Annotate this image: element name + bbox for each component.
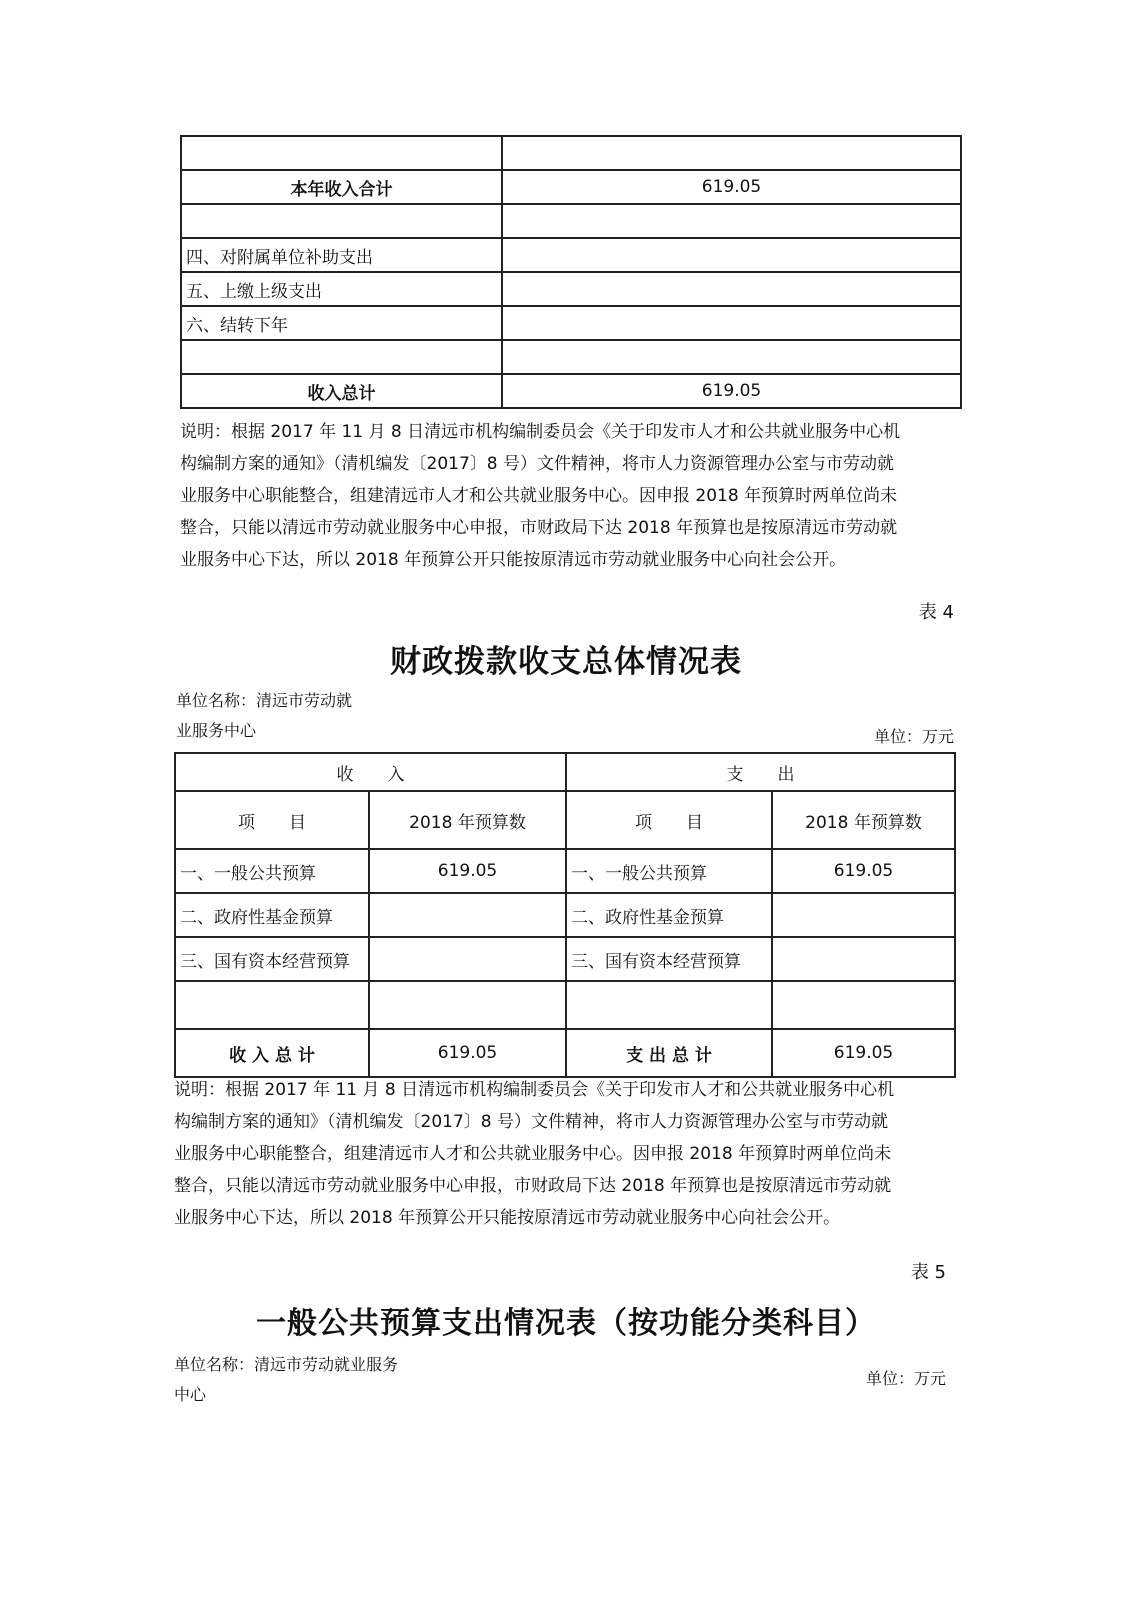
note-line: 整合，只能以清远市劳动就业服务中心申报，市财政局下达 2018 年预算也是按原清远市劳动就	[180, 518, 898, 538]
expense-value	[772, 981, 955, 1029]
col-item: 项 目	[175, 791, 369, 849]
row-label	[181, 136, 502, 170]
note-line: 说明：根据 2017 年 11 月 8 日清远市机构编制委员会《关于印发市人才和公共就业服务中心机	[174, 1080, 895, 1100]
currency-unit: 单位：万元	[873, 727, 954, 746]
annual-income-total-label: 本年收入合计	[181, 170, 502, 204]
income-grand-total-label: 收入总计	[181, 374, 502, 408]
expense-item: 二、政府性基金预算	[566, 893, 772, 937]
income-item: 三、国有资本经营预算	[175, 937, 369, 981]
table-row	[181, 306, 961, 340]
note-line: 构编制方案的通知》（清机编发〔2017〕8 号）文件精神，将市人力资源管理办公室与市劳动就	[180, 454, 894, 474]
table-row	[181, 272, 961, 306]
table-number: 表 5	[910, 1262, 946, 1283]
income-grand-total-value: 619.05	[502, 374, 961, 408]
unit-name-cont: 业服务中心	[176, 721, 257, 740]
row-value	[502, 238, 961, 272]
income-total-value: 619.05	[369, 1029, 566, 1077]
note-line: 业服务中心职能整合，组建清远市人才和公共就业服务中心。因申报 2018 年预算时两单位尚未	[174, 1144, 892, 1164]
table-row	[175, 937, 955, 981]
explanatory-note	[180, 416, 900, 576]
note-line: 说明：根据 2017 年 11 月 8 日清远市机构编制委员会《关于印发市人才和公共就业服务中心机	[180, 422, 901, 442]
table-row	[181, 340, 961, 374]
remit-superior-label: 五、上缴上级支出	[181, 272, 502, 306]
note-line: 业服务中心下达，所以 2018 年预算公开只能按原清远市劳动就业服务中心向社会公开。	[174, 1208, 841, 1228]
subsidy-affiliated-label: 四、对附属单位补助支出	[181, 238, 502, 272]
income-item: 一、一般公共预算	[175, 849, 369, 893]
table-header-row	[175, 791, 955, 849]
table-title: 财政拨款收支总体情况表	[390, 644, 742, 680]
unit-name: 单位名称：清远市劳动就	[176, 691, 353, 710]
table-row	[175, 849, 955, 893]
carry-forward-label: 六、结转下年	[181, 306, 502, 340]
col-budget: 2018 年预算数	[772, 791, 955, 849]
income-value	[369, 981, 566, 1029]
income-total-label: 收 入 总 计	[175, 1029, 369, 1077]
table-header-row	[175, 753, 955, 791]
table-row	[175, 981, 955, 1029]
row-value	[502, 204, 961, 238]
expense-total-value: 619.05	[772, 1029, 955, 1077]
expense-item: 三、国有资本经营预算	[566, 937, 772, 981]
row-value	[502, 306, 961, 340]
income-header: 收 入	[175, 753, 566, 791]
note-line: 业服务中心下达，所以 2018 年预算公开只能按原清远市劳动就业服务中心向社会公开。	[180, 550, 847, 570]
explanatory-note	[174, 1074, 894, 1234]
expense-total-label: 支 出 总 计	[566, 1029, 772, 1077]
row-value	[502, 340, 961, 374]
table-row	[181, 374, 961, 408]
table-row	[181, 204, 961, 238]
income-value	[369, 937, 566, 981]
table-row	[181, 170, 961, 204]
table-row	[181, 238, 961, 272]
income-value	[369, 893, 566, 937]
annual-income-total-value: 619.05	[502, 170, 961, 204]
unit-name-cont: 中心	[174, 1385, 207, 1404]
row-value	[502, 136, 961, 170]
table-row	[175, 893, 955, 937]
col-item: 项 目	[566, 791, 772, 849]
table-fiscal-overview	[174, 752, 956, 1078]
table-row	[181, 136, 961, 170]
income-item	[175, 981, 369, 1029]
table-income-continued	[180, 135, 962, 409]
table-number: 表 4	[918, 602, 954, 623]
row-value	[502, 272, 961, 306]
expense-header: 支 出	[566, 753, 955, 791]
expense-value	[772, 893, 955, 937]
expense-item	[566, 981, 772, 1029]
row-label	[181, 340, 502, 374]
expense-item: 一、一般公共预算	[566, 849, 772, 893]
table-total-row	[175, 1029, 955, 1077]
income-item: 二、政府性基金预算	[175, 893, 369, 937]
note-line: 业服务中心职能整合，组建清远市人才和公共就业服务中心。因申报 2018 年预算时两单位尚未	[180, 486, 898, 506]
table-title: 一般公共预算支出情况表（按功能分类科目）	[256, 1306, 876, 1341]
row-label	[181, 204, 502, 238]
note-line: 整合，只能以清远市劳动就业服务中心申报，市财政局下达 2018 年预算也是按原清远市劳动就	[174, 1176, 892, 1196]
unit-name: 单位名称：清远市劳动就业服务	[174, 1355, 399, 1374]
col-budget: 2018 年预算数	[369, 791, 566, 849]
expense-value	[772, 937, 955, 981]
note-line: 构编制方案的通知》（清机编发〔2017〕8 号）文件精神，将市人力资源管理办公室与市劳动就	[174, 1112, 888, 1132]
expense-value: 619.05	[772, 849, 955, 893]
income-value: 619.05	[369, 849, 566, 893]
currency-unit: 单位：万元	[865, 1369, 946, 1388]
